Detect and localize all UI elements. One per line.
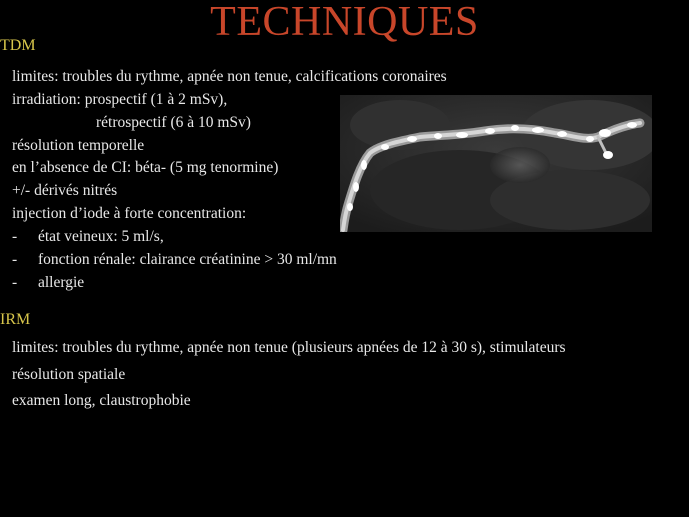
tdm-heading: TDM bbox=[0, 37, 36, 54]
irm-line-examen: examen long, claustrophobie bbox=[12, 392, 191, 409]
coronary-ct-image bbox=[340, 95, 652, 232]
irm-line-resolution: résolution spatiale bbox=[12, 366, 126, 383]
bullet-marker: - bbox=[12, 274, 18, 291]
tdm-line-nitres: +/- dérivés nitrés bbox=[12, 182, 118, 199]
tdm-bullet-fonction-renale: fonction rénale: clairance créatinine > 30 ml/mn bbox=[38, 251, 337, 268]
bullet-marker: - bbox=[12, 251, 18, 268]
tdm-line-irradiation: irradiation: prospectif (1 à 2 mSv), bbox=[12, 91, 228, 108]
tdm-line-retrospectif: rétrospectif (6 à 10 mSv) bbox=[96, 114, 251, 131]
coronary-artery-illustration bbox=[340, 95, 652, 232]
tdm-line-beta: en l’absence de CI: béta- (5 mg tenormine) bbox=[12, 159, 279, 176]
bullet-marker: - bbox=[12, 228, 18, 245]
irm-heading: IRM bbox=[0, 311, 31, 328]
tdm-bullet-allergie: allergie bbox=[38, 274, 85, 291]
tdm-bullet-etat-veineux: état veineux: 5 ml/s, bbox=[38, 228, 164, 245]
slide-title: TECHNIQUES bbox=[210, 0, 479, 45]
tdm-line-injection: injection d’iode à forte concentration: bbox=[12, 205, 247, 222]
irm-line-limites: limites: troubles du rythme, apnée non tenue (plusieurs apnées de 12 à 30 s), stimulateurs bbox=[12, 339, 566, 356]
tdm-line-resolution: résolution temporelle bbox=[12, 137, 145, 154]
tdm-line-limites: limites: troubles du rythme, apnée non tenue, calcifications coronaires bbox=[12, 68, 447, 85]
